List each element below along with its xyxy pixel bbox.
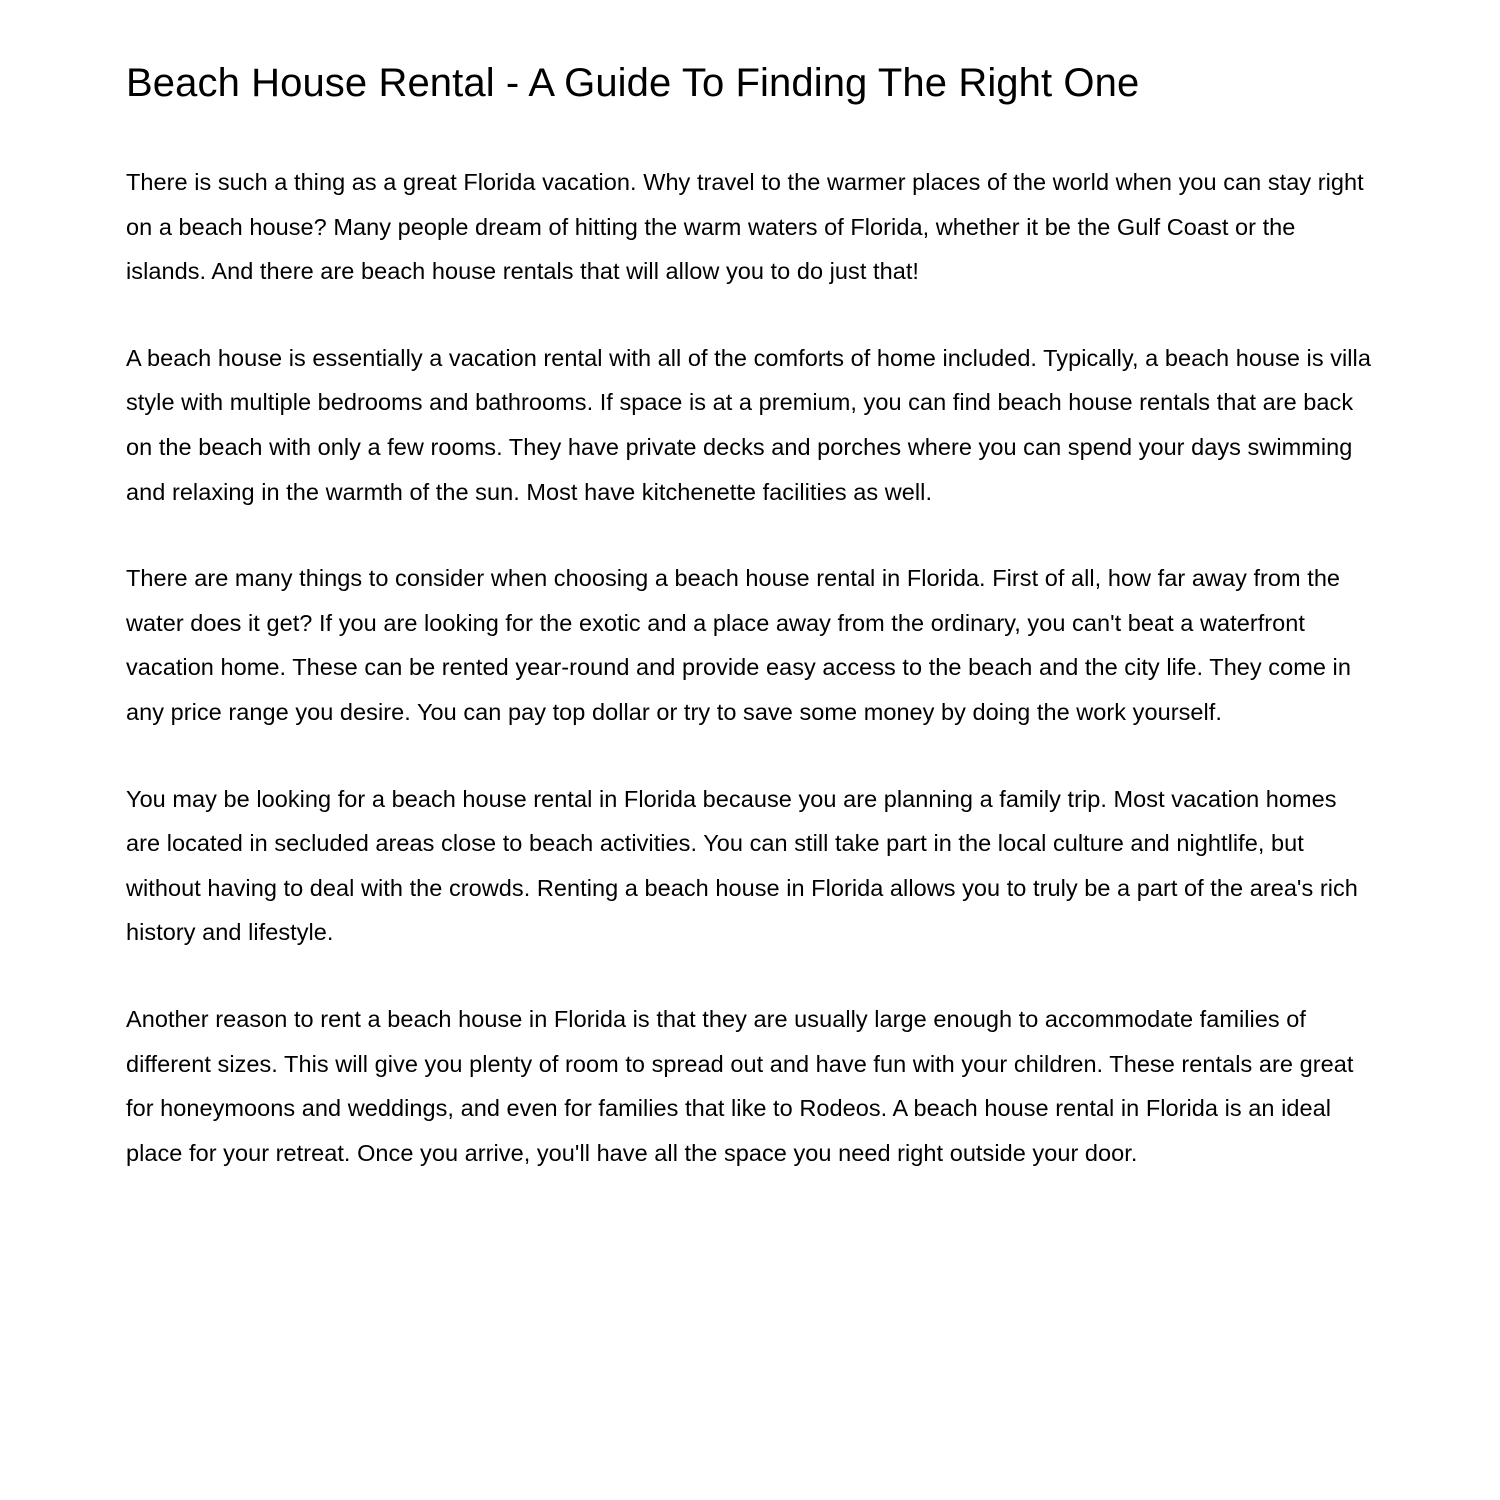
body-paragraph: You may be looking for a beach house rental in Florida because you are planning a family trip. Most vacation homes are located in secluded areas close to beach activities. You can still take part in the local culture and nightlife, but without having to deal with the crowds. Renting a beach house in Florida allows you to truly be a part of the area's rich history and lifestyle. xyxy=(126,785,1358,946)
body-paragraph: There is such a thing as a great Florida vacation. Why travel to the warmer places of the world when you can stay right on a beach house? Many people dream of hitting the warm waters of Florida, whether it be the Gulf Coast or the islands. And there are beach house rentals that will allow you to do just that! xyxy=(126,169,1364,285)
body-paragraph: A beach house is essentially a vacation rental with all of the comforts of home included. Typically, a beach house is villa style with multiple bedrooms and bathrooms. If space is at a premium, you can find beach house rentals that are back on the beach with only a few rooms. They have private decks and porches where you can spend your days swimming and relaxing in the warmth of the sun. Most have kitchenette facilities as well. xyxy=(126,344,1371,505)
body-paragraph: There are many things to consider when choosing a beach house rental in Florida. First of all, how far away from the water does it get? If you are looking for the exotic and a place away from the ordinary, you can't beat a waterfront vacation home. These can be rented year-round and provide easy access to the beach and the city life. They come in any price range you desire. You can pay top dollar or try to save some money by doing the work yourself. xyxy=(126,565,1351,725)
page-title: Beach House Rental - A Guide To Finding The Right One xyxy=(126,61,1140,105)
body-paragraph: Another reason to rent a beach house in Florida is that they are usually large enough to accommodate families of different sizes. This will give you plenty of room to spread out and have fun with your children. These rentals are great for honeymoons and weddings, and even for families that like to Rodeos. A beach house rental in Florida is an ideal place for your retreat. Once you arrive, you'll have all the space you need right outside your door. xyxy=(126,1005,1354,1166)
